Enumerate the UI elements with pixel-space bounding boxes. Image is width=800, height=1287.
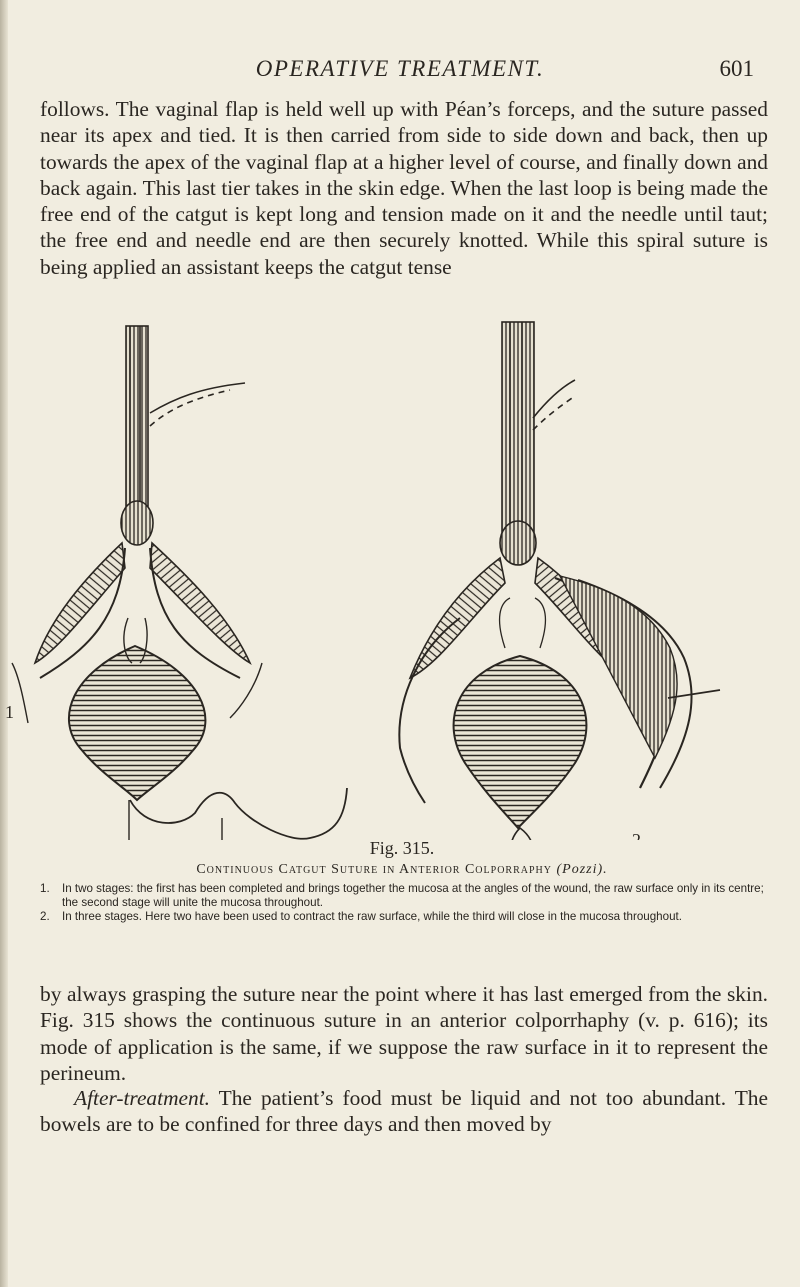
caption-note-2 [40,910,764,924]
page-number: 601 [719,56,754,81]
paragraph-3-text: The patient’s food must be liquid and not too abundant. The bowels are to be confined for three days and then moved by [40,1086,768,1137]
figure-title-text: Continuous Catgut Suture in Anterior Colporraphy [196,862,552,877]
section-lead: After-treatment. [74,1086,210,1110]
svg-text:2: 2 [632,830,641,840]
note-text: In three stages. Here two have been used to contract the raw surface, while the third will close in the mucosa throughout. [62,910,682,923]
illustration-stage-1 [5,326,347,840]
running-title: OPERATIVE TREATMENT. [255,56,545,81]
paragraph-2: by always grasping the suture near the point where it has last emerged from the skin. Fig. 315 shows the continuous suture in an anterior colporrhaphy (v. p. 616); its mode of application is the same, if we suppose the raw surface in it to represent the perineum. [40,982,768,1085]
note-text: In two stages: the first has been completed and brings together the mucosa at the angles of the wound, the raw surface only in its centre; the second stage will unite the mucosa throughout. [62,882,764,909]
figure-caption [40,838,764,924]
note-number: 2. [40,910,50,923]
paragraph-3 [40,1085,768,1138]
figure-title [40,862,764,878]
note-number: 1. [40,882,50,895]
figure-315 [0,318,800,840]
surgical-illustration [0,318,800,840]
figure-number: Fig. 315. [369,838,435,858]
caption-note-1 [40,882,764,910]
illustration-stage-2 [399,322,720,840]
page-header [40,56,760,86]
paragraph-1: follows. The vaginal flap is held well up with Péan’s forceps, and the suture passed near its apex and tied. It is then carried from side to side down and back, then up towards the apex of the vaginal flap at a higher level of course, and finally down and back again. This last tier takes in the skin edge. When the last loop is being made the free end of the catgut is kept long and tension made on it and the needle until taut; the free end and needle end are then securely knotted. While this spiral suture is being applied an assistant keeps the catgut tense [40,97,768,279]
svg-text:1: 1 [5,702,14,722]
figure-author: (Pozzi). [556,862,608,877]
